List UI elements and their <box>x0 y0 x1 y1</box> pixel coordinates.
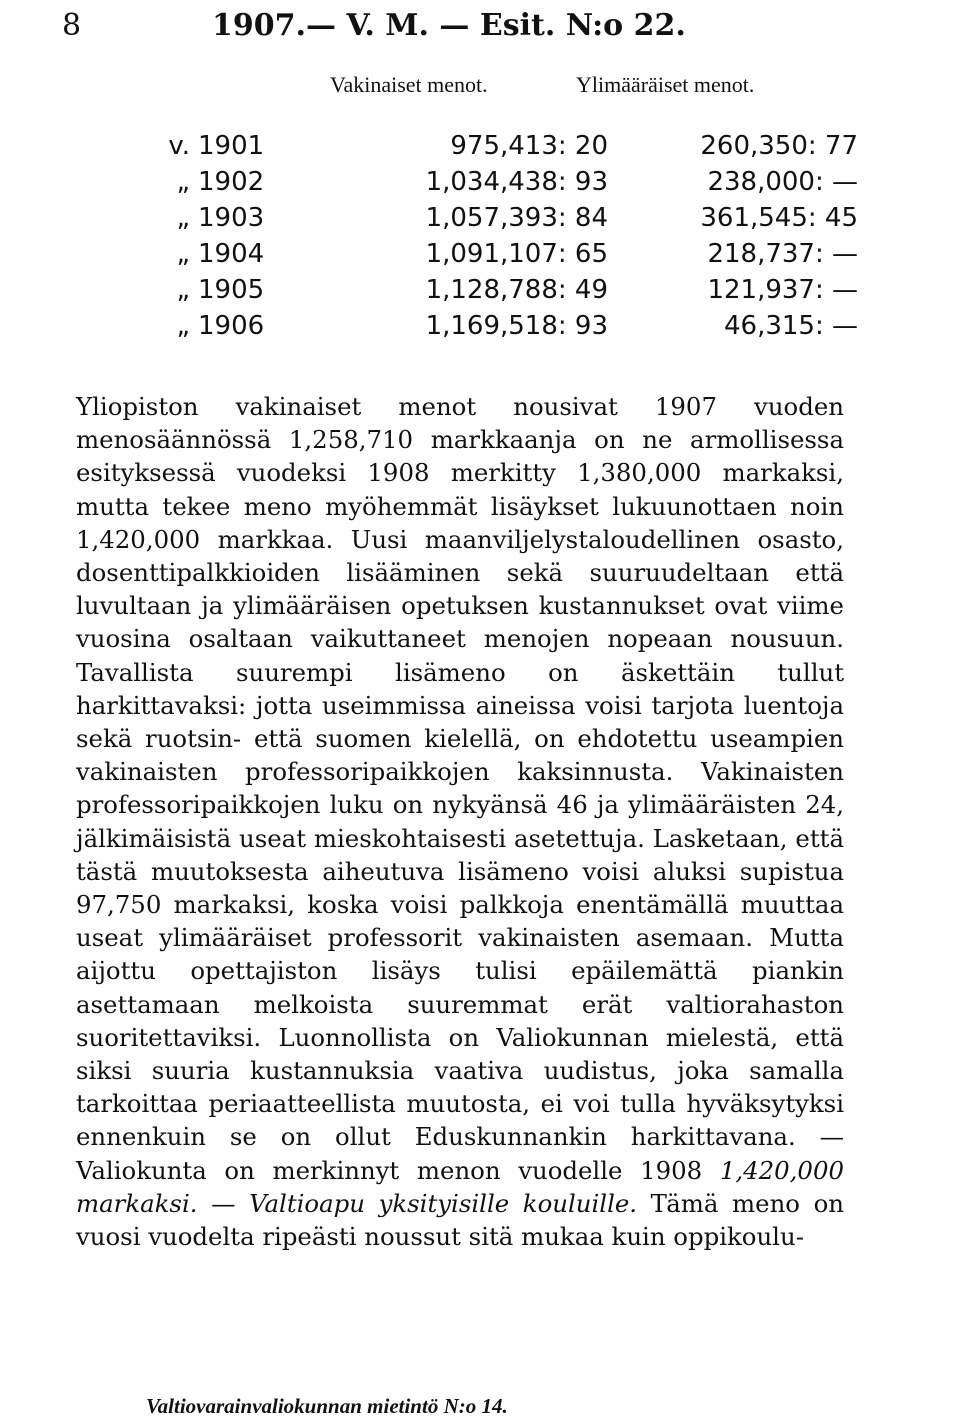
row-regular-expense: 1,128,788: 49 <box>425 275 608 305</box>
row-label: „ <box>176 203 190 233</box>
row-label: „ <box>176 275 190 305</box>
row-year: 1906 <box>198 311 265 341</box>
expenses-table <box>130 128 858 344</box>
amount-italic: 1,420,000 markaksi. <box>76 1155 844 1218</box>
table-row <box>130 164 858 200</box>
page-header <box>62 8 686 43</box>
column-heading-extra: Ylimääräiset menot. <box>576 72 755 97</box>
row-label: „ <box>176 239 190 269</box>
running-title: 1907.— V. M. — Esit. N:o 22. <box>212 8 686 43</box>
row-year: 1904 <box>198 239 265 269</box>
row-regular-expense: 1,091,107: 65 <box>425 239 608 269</box>
row-regular-expense: 1,034,438: 93 <box>425 167 608 197</box>
row-year: 1905 <box>198 275 265 305</box>
row-label: v. <box>168 131 190 161</box>
body-paragraph <box>76 390 844 1253</box>
row-regular-expense: 1,169,518: 93 <box>425 311 608 341</box>
column-heading-regular: Vakinaiset menot. <box>330 72 488 97</box>
row-extra-expense: 260,350: 77 <box>700 131 858 161</box>
dash: — <box>197 1188 250 1218</box>
row-extra-expense: 361,545: 45 <box>700 203 858 233</box>
footer-note: Valtiovarainvaliokunnan mietintö N:o 14. <box>146 1394 508 1418</box>
row-extra-expense: 238,000: — <box>707 167 858 197</box>
paragraph <box>76 390 844 1253</box>
row-label: „ <box>176 167 190 197</box>
row-extra-expense: 121,937: — <box>707 275 858 305</box>
row-year: 1903 <box>198 203 265 233</box>
table-row <box>130 308 858 344</box>
paragraph-main: Yliopiston vakinaiset menot nousivat 1907 vuoden menosäännössä 1,258,710 markkaanja on ne armollisessa esityksessä vuodeksi 1908 merkitty 1,380,000 markaksi, mutta tekee meno myöhemmät lisäykset lukuunottaen noin 1,420,000 markkaa. Uusi maanviljelystaloudellinen osasto, dosenttipalkkioiden lisääminen sekä suuruudeltaan että luvultaan ja ylimääräisen opetuksen kustannukset ovat viime vuosina osaltaan vaikuttaneet menojen nopeaan nousuun. Tavallista suurempi lisämeno on äskettäin tullut harkittavaksi: jotta useimmissa aineissa voisi tarjota luentoja sekä ruotsin- että suomen kielellä, on ehdotettu useampien vakinaisten professoripaikkojen kaksinnusta. Vakinaisten professoripaikkojen luku on nykyänsä 46 ja ylimääräisten 24, jälkimäisistä useat mieskohtaisesti asetettuja. Lasketaan, että tästä muutoksesta aiheutuva lisämeno voisi aluksi supistua 97,750 markaksi, koska voisi palkkoja enentämällä muuttaa useat ylimääräiset professorit vakinaisten asemaan. Mutta aijottu opettajiston lisäys tulisi epäilemättä piankin asettamaan melkoista suuremmat erät valtiorahaston suoritettaviksi. Luonnollista on Valiokunnan mielestä, että siksi suuria kustannuksia vaativa uudistus, joka samalla tarkoittaa periaatteellista muutosta, ei voi tulla hyväksytyksi ennenkuin se on ollut Eduskunnankin harkittavana. — Valiokunta on merkinnyt menon vuodelle 1908 <box>76 392 844 1185</box>
table-row <box>130 272 858 308</box>
row-regular-expense: 1,057,393: 84 <box>425 203 608 233</box>
row-year: 1902 <box>198 167 265 197</box>
paragraph-tail: Tämä meno on vuosi vuodelta ripeästi noussut sitä mukaa kuin oppikoulu- <box>76 1188 844 1252</box>
section-heading-italic: Valtioapu yksityisille kouluille. <box>249 1188 638 1218</box>
table-row <box>130 236 858 272</box>
row-label: „ <box>176 311 190 341</box>
row-year: 1901 <box>198 131 265 161</box>
page-number: 8 <box>62 8 82 43</box>
table-row <box>130 200 858 236</box>
row-regular-expense: 975,413: 20 <box>450 131 608 161</box>
row-extra-expense: 218,737: — <box>707 239 858 269</box>
row-extra-expense: 46,315: — <box>724 311 858 341</box>
table-row <box>130 128 858 164</box>
